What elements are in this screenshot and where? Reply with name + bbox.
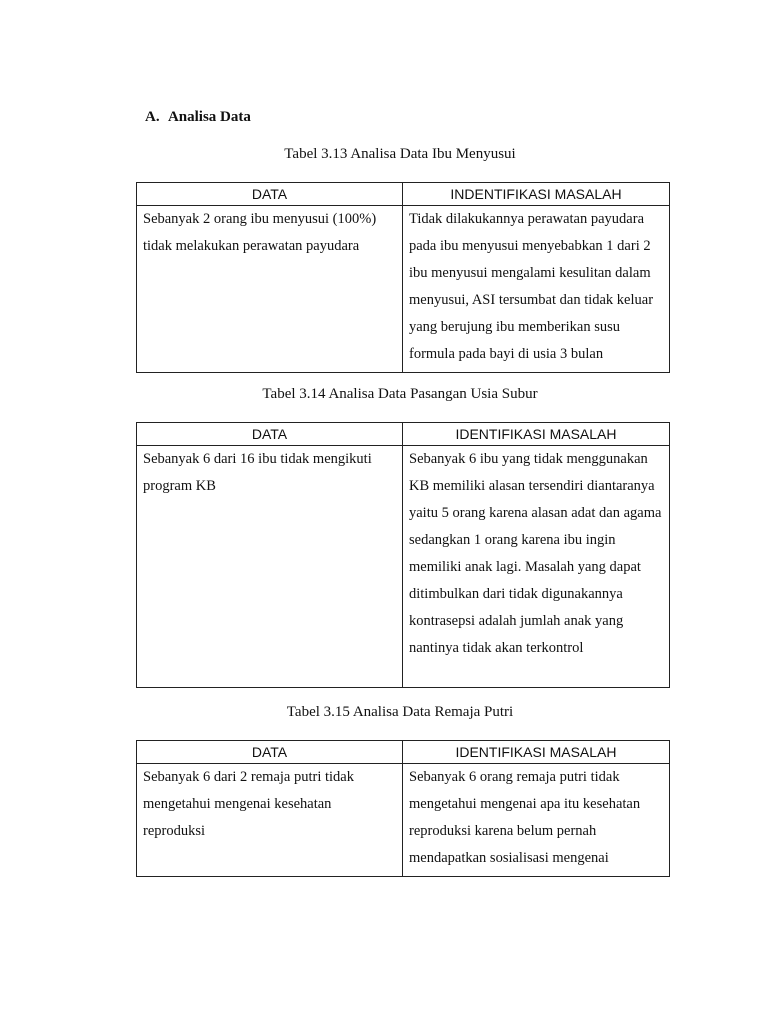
data-cell: Sebanyak 6 dari 2 remaja putri tidak mengetahui mengenai kesehatan reproduksi [137, 764, 403, 877]
column-header-data: DATA [137, 423, 403, 446]
column-header-data: DATA [137, 741, 403, 764]
table-header-row [137, 183, 670, 206]
column-header-problem: IDENTIFIKASI MASALAH [403, 423, 670, 446]
column-header-data: DATA [137, 183, 403, 206]
problem-cell: Tidak dilakukannya perawatan payudara pada ibu menyusui menyebabkan 1 dari 2 ibu menyusui mengalami kesulitan dalam menyusui, ASI tersumbat dan tidak keluar yang berujung ibu memberikan susu formula pada bayi di usia 3 bulan [403, 206, 670, 373]
table-caption: Tabel 3.14 Analisa Data Pasangan Usia Subur [262, 386, 538, 402]
problem-cell: Sebanyak 6 orang remaja putri tidak mengetahui mengenai apa itu kesehatan reproduksi karena belum pernah mendapatkan sosialisasi mengenai [403, 764, 670, 877]
analysis-table-remaja-putri [136, 740, 670, 877]
table-row [137, 446, 670, 688]
analysis-table-ibu-menyusui [136, 182, 670, 373]
table-header-row [137, 741, 670, 764]
data-cell: Sebanyak 2 orang ibu menyusui (100%) tidak melakukan perawatan payudara [137, 206, 403, 373]
section-heading [145, 109, 251, 126]
section-number: A. [145, 109, 160, 125]
table-header-row [137, 423, 670, 446]
table-caption: Tabel 3.13 Analisa Data Ibu Menyusui [284, 146, 516, 162]
column-header-problem: INDENTIFIKASI MASALAH [403, 183, 670, 206]
section-title: Analisa Data [167, 109, 251, 125]
data-cell: Sebanyak 6 dari 16 ibu tidak mengikuti program KB [137, 446, 403, 688]
table-row [137, 764, 670, 877]
table-row [137, 206, 670, 373]
analysis-table-pasangan-usia-subur [136, 422, 670, 688]
problem-cell: Sebanyak 6 ibu yang tidak menggunakan KB memiliki alasan tersendiri diantaranya yaitu 5 orang karena alasan adat dan agama sedangkan 1 orang karena ibu ingin memiliki anak lagi. Masalah yang dapat ditimbulkan dari tidak digunakannya kontrasepsi adalah jumlah anak yang nantinya tidak akan terkontrol [403, 446, 670, 688]
table-caption: Tabel 3.15 Analisa Data Remaja Putri [286, 704, 514, 720]
column-header-problem: IDENTIFIKASI MASALAH [403, 741, 670, 764]
